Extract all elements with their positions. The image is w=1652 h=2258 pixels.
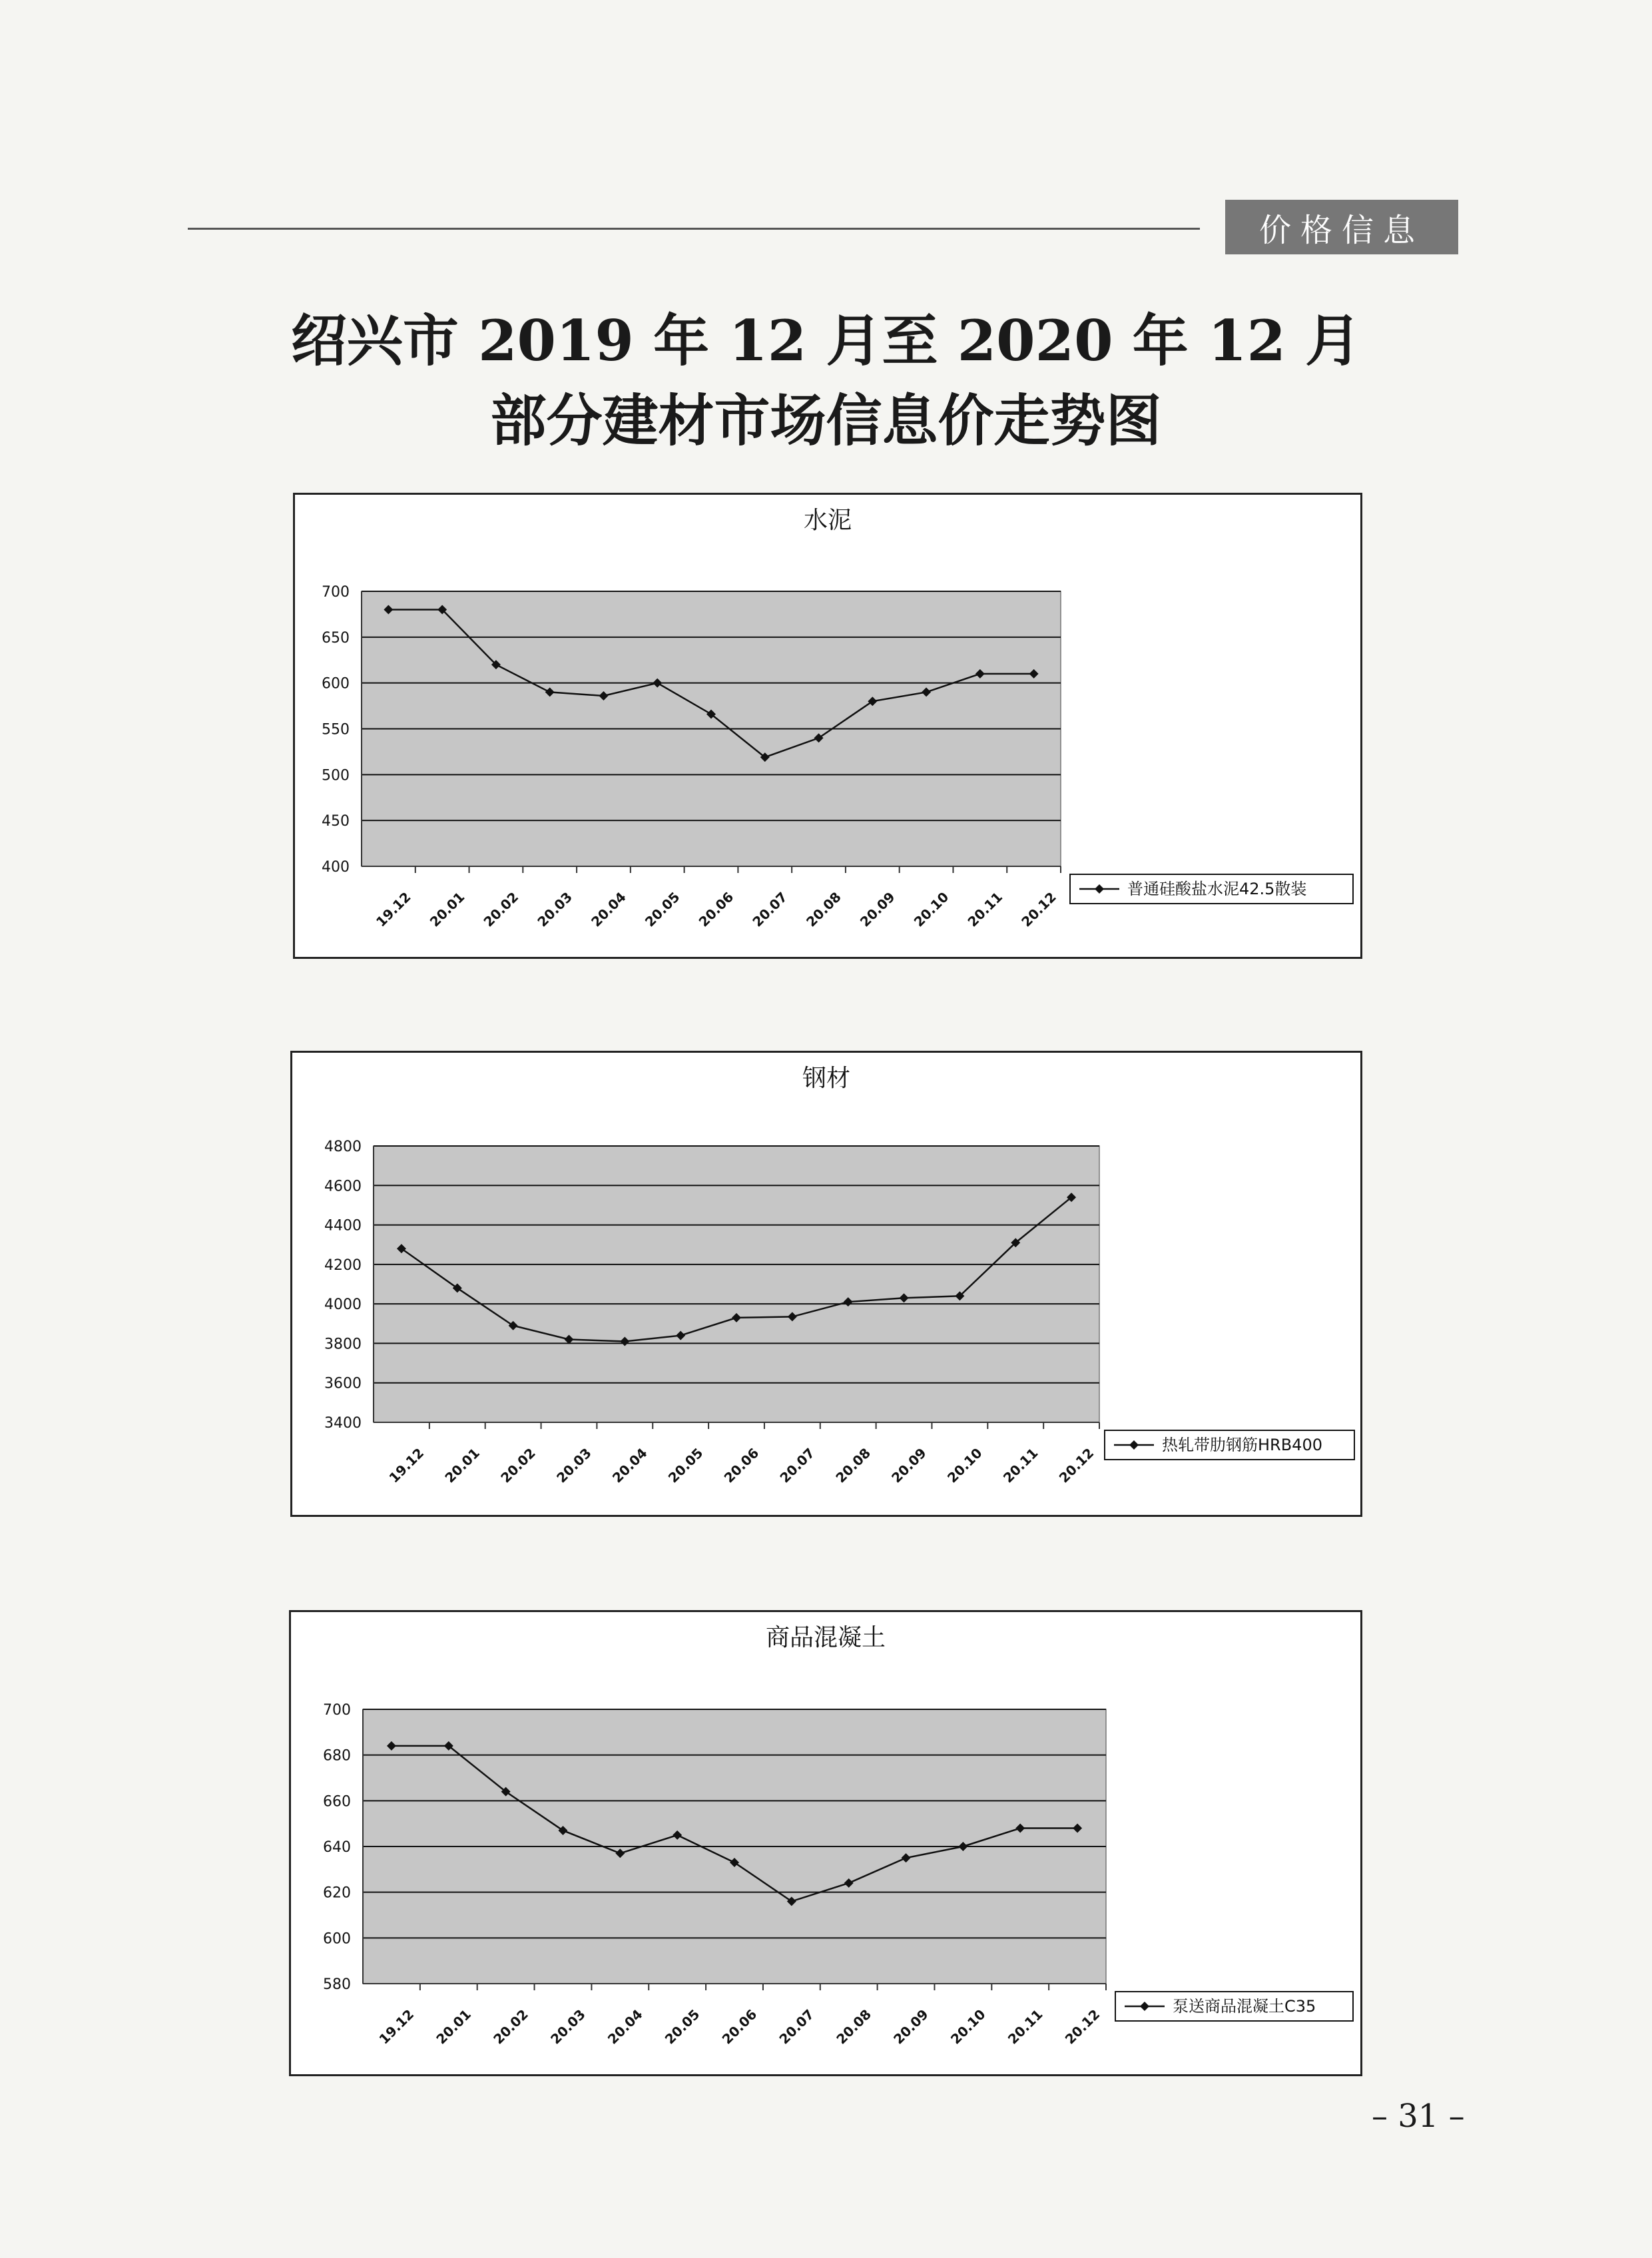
y-tick-label: 600: [323, 1930, 351, 1948]
y-tick-label: 640: [323, 1839, 351, 1856]
legend-label: 普通硅酸盐水泥42.5散装: [1127, 880, 1307, 898]
x-tick-label: 20.12: [1018, 888, 1059, 930]
x-tick-label: 20.06: [718, 2006, 760, 2048]
chart-title: 水泥: [803, 507, 852, 534]
concrete-chart: [289, 1610, 1362, 2076]
x-tick-label: 20.09: [856, 888, 898, 930]
x-tick-label: 20.10: [944, 1444, 985, 1486]
x-tick-label: 20.01: [441, 1444, 483, 1486]
y-tick-label: 600: [322, 675, 350, 693]
y-tick-label: 580: [323, 1976, 351, 1993]
x-tick-label: 20.10: [910, 888, 952, 930]
x-tick-label: 20.04: [588, 888, 629, 930]
y-tick-label: 400: [322, 859, 350, 876]
y-tick-label: 620: [323, 1884, 351, 1902]
x-tick-label: 20.08: [833, 2006, 874, 2048]
x-tick-label: 20.08: [803, 888, 844, 930]
chart-svg: [295, 495, 1360, 957]
y-tick-label: 4000: [324, 1296, 362, 1314]
x-tick-label: 20.11: [964, 888, 1006, 930]
legend: [1070, 874, 1353, 904]
x-tick-label: 20.12: [1061, 2006, 1103, 2048]
x-tick-label: 20.09: [890, 2006, 932, 2048]
header-rule: [188, 228, 1200, 230]
plot-area: [374, 1146, 1099, 1422]
page-number: – 31 –: [1372, 2098, 1465, 2135]
x-tick-label: 20.02: [480, 888, 522, 930]
y-tick-label: 700: [322, 584, 350, 601]
y-tick-label: 3600: [324, 1375, 362, 1392]
y-tick-label: 550: [322, 721, 350, 738]
x-tick-label: 20.06: [720, 1444, 762, 1486]
x-tick-label: 20.03: [553, 1444, 595, 1486]
y-tick-label: 500: [322, 767, 350, 784]
y-tick-label: 680: [323, 1747, 351, 1765]
legend-label: 热轧带肋钢筋HRB400: [1162, 1436, 1322, 1454]
section-tag: 价格信息: [1225, 200, 1458, 254]
chart-title: 钢材: [802, 1065, 851, 1092]
page-title-line2: 部分建材市场信息价走势图: [490, 388, 1162, 453]
y-tick-label: 3400: [324, 1415, 362, 1432]
x-tick-label: 19.12: [372, 888, 414, 930]
x-tick-label: 20.03: [534, 888, 575, 930]
x-tick-label: 20.07: [776, 1444, 818, 1486]
x-tick-label: 20.05: [665, 1444, 706, 1486]
x-tick-label: 20.04: [609, 1444, 651, 1486]
x-tick-label: 20.07: [749, 888, 791, 930]
chart-title: 商品混凝土: [765, 1624, 886, 1651]
y-tick-label: 4800: [324, 1139, 362, 1155]
y-tick-label: 4600: [324, 1178, 362, 1195]
x-tick-label: 20.09: [888, 1444, 930, 1486]
x-tick-label: 20.03: [547, 2006, 589, 2048]
y-tick-label: 650: [322, 629, 350, 647]
steel-chart: [290, 1051, 1362, 1517]
x-tick-label: 19.12: [386, 1444, 427, 1486]
y-tick-label: 4200: [324, 1257, 362, 1274]
y-tick-label: 3800: [324, 1336, 362, 1353]
x-tick-label: 20.02: [497, 1444, 539, 1486]
x-tick-label: 20.02: [490, 2006, 531, 2048]
x-tick-label: 20.04: [604, 2006, 646, 2048]
x-tick-label: 20.08: [832, 1444, 874, 1486]
page-title-line1: 绍兴市 2019 年 12 月至 2020 年 12 月: [290, 308, 1362, 374]
legend: [1105, 1430, 1354, 1460]
y-tick-label: 700: [323, 1702, 351, 1719]
y-tick-label: 660: [323, 1793, 351, 1811]
x-tick-label: 20.11: [999, 1444, 1041, 1486]
x-tick-label: 19.12: [376, 2006, 417, 2048]
x-tick-label: 20.01: [433, 2006, 475, 2048]
chart-svg: [292, 1053, 1360, 1515]
y-tick-label: 450: [322, 813, 350, 830]
chart-svg: [291, 1612, 1360, 2074]
x-tick-label: 20.05: [641, 888, 683, 930]
x-tick-label: 20.06: [695, 888, 737, 930]
legend: [1115, 1992, 1353, 2021]
x-tick-label: 20.12: [1055, 1444, 1097, 1486]
y-tick-label: 4400: [324, 1217, 362, 1235]
x-tick-label: 20.10: [947, 2006, 989, 2048]
x-tick-label: 20.01: [426, 888, 468, 930]
cement-chart: [293, 493, 1362, 959]
legend-label: 泵送商品混凝土C35: [1173, 1997, 1316, 2016]
x-tick-label: 20.11: [1004, 2006, 1046, 2048]
x-tick-label: 20.05: [661, 2006, 703, 2048]
x-tick-label: 20.07: [776, 2006, 818, 2048]
